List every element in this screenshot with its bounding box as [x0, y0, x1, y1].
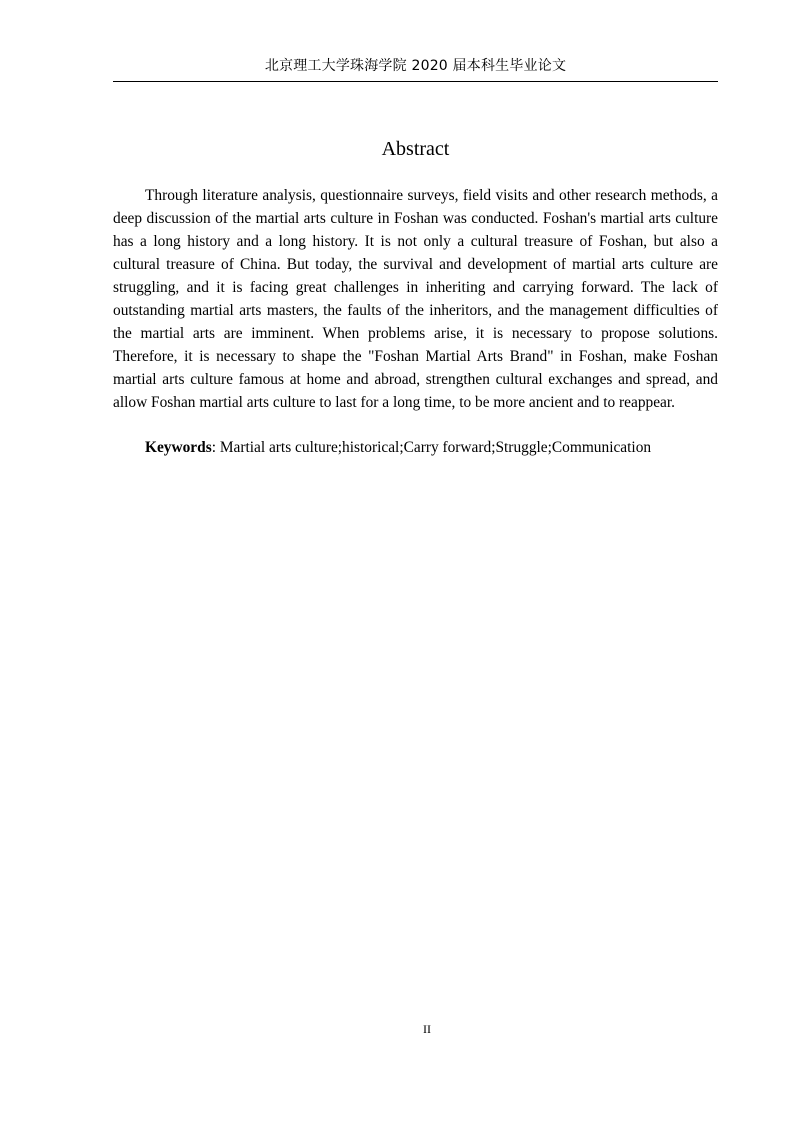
keywords-label: Keywords [145, 439, 212, 456]
keywords-list: Martial arts culture;historical;Carry forward;Struggle;Communication [219, 439, 652, 456]
running-header: 北京理工大学珠海学院 2020 届本科生毕业论文 [264, 58, 567, 74]
page-number: II [423, 1022, 431, 1036]
abstract-title: Abstract [381, 138, 450, 160]
abstract-body: Through literature analysis, questionnaire surveys, field visits and other research methods, a deep discussion of the martial arts culture in Foshan was conducted. Foshan's martial arts culture has a long history and a long history. It is not only a cultural treasure of Foshan, but also a cultural treasure of China. But today, the survival and development of martial arts culture are struggling, and it is facing great challenges in inheriting and carrying forward. The lack of outstanding martial arts masters, the faults of the inheritors, and the management difficulties of the martial arts are imminent. When problems arise, it is necessary to propose solutions. Therefore, it is necessary to shape the "Foshan Martial Arts Brand" in Foshan, make Foshan martial arts culture famous at home and abroad, strengthen cultural exchanges and spread, and allow Foshan martial arts culture to last for a long time, to be more ancient and to reappear. [113, 187, 718, 411]
keywords-line [113, 436, 718, 459]
keywords-separator: : [211, 439, 220, 456]
header-rule [113, 81, 718, 82]
